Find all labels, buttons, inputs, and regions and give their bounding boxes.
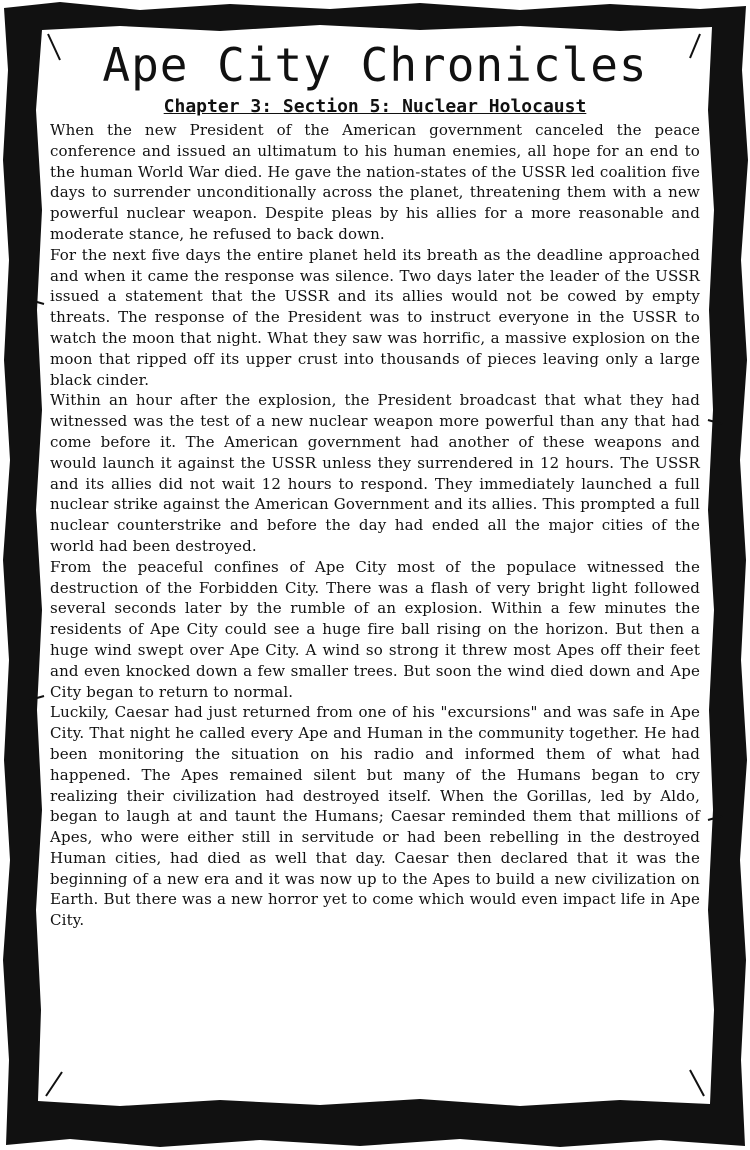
paragraph-4: From the peaceful confines of Ape City most of the populace witnessed the destruction of the Forbidden City. There was a flash of very bright light followed several seconds later by the rumble of an explosion. Within a few minutes the residents of Ape City could see a huge fire ball rising on the horizon. But then a huge wind swept over Ape City. A wind so strong it threw most Apes off their feet and even knocked down a few smaller trees. But soon the wind died down and Ape City began to return to normal. [50, 557, 700, 701]
document-title: Ape City Chronicles [102, 38, 648, 92]
document-content [50, 38, 700, 1108]
paragraph-1: When the new President of the American government canceled the peace conference and issued an ultimatum to his human enemies, all hope for an end to the human World War died. He gave the nation-states of the USSR led coalition five days to surrender unconditionally across the planet, threatening them with a new powerful nuclear weapon. Despite pleas by his allies for a more reasonable and moderate stance, he refused to back down. [50, 121, 700, 243]
paragraph-5: Luckily, Caesar had just returned from one of his "excursions" and was safe in Ape City. That night he called every Ape and Human in the community together. He had been monitoring the situation on his radio and informed them of what had happened. The Apes remained silent but many of the Humans began to cry realizing their civilization had destroyed itself. When the Gorillas, led by Aldo, began to laugh at and taunt the Humans; Caesar reminded them that millions of Apes, who were either still in servitude or had been rebelling in the destroyed Human cities, had died as well that day. Caesar then declared that it was the beginning of a new era and it was now up to the Apes to build a new civilization on Earth. But there was a new horror yet to come which would even impact life in Ape City. [50, 703, 700, 930]
paragraph-3: Within an hour after the explosion, the President broadcast that what they had witnessed was the test of a new nuclear weapon more powerful than any that had come before it. The American government had another of these weapons and would launch it against the USSR unless they surrendered in 12 hours. The USSR and its allies did not wait 12 hours to respond. They immediately launched a full nuclear strike against the American Government and its allies. This prompted a full nuclear counterstrike and before the day had ended all the major cities of the world had been destroyed. [50, 391, 700, 555]
paragraph-2: For the next five days the entire planet held its breath as the deadline approached and when it came the response was silence. Two days later the leader of the USSR issued a statement that the USSR and its allies would not be cowed by empty threats. The response of the President was to instruct everyone in the USSR to watch the moon that night. What they saw was horrific, a massive explosion on the moon that ripped off its upper crust into thousands of pieces leaving only a large black cinder. [50, 245, 700, 389]
chapter-heading: Chapter 3: Section 5: Nuclear Holocaust [163, 96, 587, 117]
